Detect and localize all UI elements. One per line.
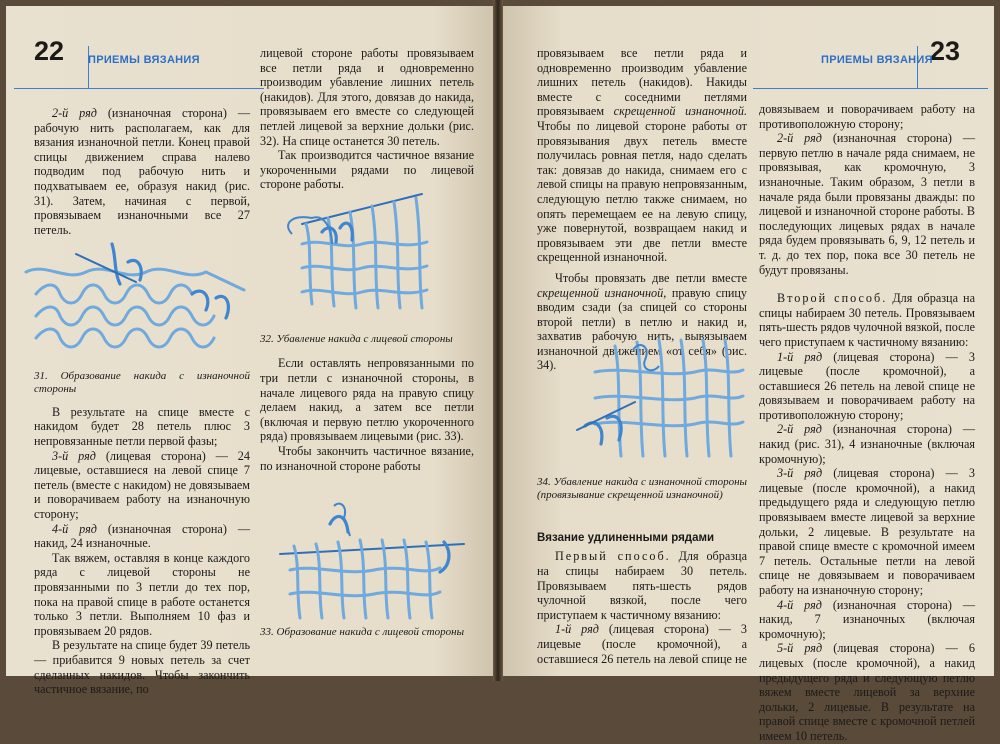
running-head: ПРИЕМЫ ВЯЗАНИЯ: [88, 54, 200, 66]
paragraph: 3-й ряд (лицевая сторона) — 3 лицевые (после кромочной), а накид предыдущего ряда и следующую петлю провязываем вместе лицевой за верхние дольки, 2 лицевые. В результате на правой спице вместе с кромочной имеем 7 петель. Остальные петли на левой спице не довязываем и поворачиваем работу на изнаночную сторону;: [759, 466, 975, 597]
figure-caption: 33. Образование накида с лицевой стороны: [260, 626, 465, 638]
knitting-illustration: [288, 194, 427, 308]
figure-caption: 34. Убавление накида с изнаночной стороны (провязывание скрещенной изнаночной): [537, 476, 747, 502]
book-gutter: [493, 0, 503, 681]
section-title: Вязание удлиненными рядами: [537, 531, 715, 544]
paragraph: лицевой стороне работы провязываем все петли ряда и одновременно производим убавление лишних петель (накидов). Для этого, довязав до накида, провязываем его вместе со следующей петлей лицевой за верхние дольки (рис. 32). На спице останется 30 петель.: [260, 46, 474, 148]
header-rule-vertical: [917, 46, 918, 88]
paragraph: 2-й ряд (изнаночная сторона) — накид (рис. 31), 4 изнаночные (включая кромочную);: [759, 422, 976, 466]
paragraph: В результате на спице вместе с накидом будет 28 петель плюс 3 непровязанные петли первой фазы;: [34, 404, 250, 448]
header-rule: [14, 88, 264, 89]
figure-caption: 31. Образование накида с изнаночной стороны: [34, 370, 250, 396]
header-rule-vertical: [88, 46, 89, 88]
right-column-1-lower: [537, 476, 747, 666]
paragraph: Чтобы провязать две петли вместе скрещенной изнаночной, правую спицу вводим сзади (за спицей со стороны второй петли) в петлю и накид и, захватив рабочую нить, вывязываем изнаночной движением «от себя» (рис. 34).: [537, 270, 747, 373]
paragraph: В результате на спице будет 39 петель — прибавится 9 новых петель за счет сделанных накидов. Чтобы закончить частичное вязание, по: [34, 638, 250, 697]
paragraph: 4-й ряд (изнаночная сторона) — накид, 24 изнаночные.: [34, 521, 251, 551]
right-column-2: [759, 102, 975, 744]
paragraph: 5-й ряд (лицевая сторона) — 6 лицевых (после кромочной), а накид предыдущего ряда и следующую петлю вяжем вместе лицевой за верхние дольки, 2 лицевые. В результате на правой спице вместе с кромочной петлей имеем 10 петель.: [759, 641, 975, 743]
paragraph: Если оставлять непровязанными по три петли с изнаночной стороны, в начале лицевого ряда на правую спицу делаем накид, а затем все петли (включая и первую петлю укороченного ряда) провязываем лицевыми (рис. 33).: [260, 356, 474, 444]
paragraph: Так производится частичное вязание укороченными рядами по лицевой стороне работы.: [260, 148, 474, 192]
left-column-2-lower: [260, 333, 474, 473]
figure-34: [575, 326, 745, 466]
right-column-1: [537, 46, 747, 373]
header-rule: [753, 88, 988, 89]
paragraph: 1-й ряд (лицевая сторона) — 3 лицевые (после кромочной), а оставшиеся 26 петель на левой спице не довязываем и поворачиваем работу на противоположную сторону;: [759, 349, 975, 422]
left-page: [6, 6, 493, 697]
left-column-2-caption: [260, 626, 474, 639]
knitting-illustration: [577, 340, 743, 456]
left-column-2: [260, 46, 474, 192]
right-page: [503, 6, 994, 743]
paragraph: 1-й ряд (лицевая сторона) — 3 лицевые (после кромочной), а оставшиеся 26 петель на левой спице не: [537, 622, 747, 666]
paragraph: 4-й ряд (изнаночная сторона) — накид, 7 изнаночных (включая кромочную);: [759, 597, 976, 641]
paragraph: Чтобы закончить частичное вязание, по изнаночной стороне работы: [260, 443, 474, 473]
page-number: 22: [34, 36, 65, 66]
paragraph: 3-й ряд (лицевая сторона) — 24 лицевые, оставшиеся на левой спице 7 петель (вместе с накидом) не довязываем и поворачиваем работу на изнаночную сторону;: [34, 448, 250, 521]
running-head: ПРИЕМЫ ВЯЗАНИЯ: [821, 54, 933, 66]
paragraph: провязываем все петли ряда и одновременно производим убавление лишних петель (накидов). Накиды вместе с соседними петлями провязываем скрещенной изнаночной. Чтобы по лицевой стороне работы от провязывания двух петель вместе получилась ровная петля, надо сделать так: довязав до накида, снимаем его с левой спицы на правую непровязанным, следующую петлю также снимаем, но опять перемещаем ее на левую спицу, уже повернутой, возвращаем накид и провязываем эти две петли вместе скрещенной изнаночной.: [537, 46, 747, 265]
figure-32: [262, 184, 462, 326]
figure-caption: 32. Убавление накида с лицевой стороны: [260, 333, 453, 345]
page-number: 23: [930, 36, 961, 66]
paragraph: 2-й ряд (изнаночная сторона) — рабочую нить располагаем, как для вязания изнаночной петли. Конец правой спицы движением справа налево подводим под рабочую нить и подхватываем ее, образуя накид (рис. 31). Затем, начиная с первой, провязываем изнаночными все 27 петель.: [34, 106, 251, 237]
figure-33: [264, 496, 470, 626]
left-column-1-lower: [34, 370, 250, 697]
figure-31: [16, 232, 252, 360]
paragraph: 2-й ряд (изнаночная сторона) — первую петлю в начале ряда снимаем, не провязывая, как кромочную, 3 изнаночные. Таким образом, 3 петли в начале ряда были провязаны дважды: по лицевой и изнаночной стороне работы. В последующих лицевых рядах в начале ряда будем провязывать 6, 9, 12 петель и т. д. до тех пор, пока все 30 петель не будут провязаны.: [759, 131, 976, 277]
paragraph: Так вяжем, оставляя в конце каждого ряда с лицевой стороны не провязанными по 3 петли до тех пор, пока на правой спице в работе останется только 3 петли. Выполняем 10 фаз и провязываем 20 рядов.: [34, 550, 250, 638]
paragraph: довязываем и поворачиваем работу на противоположную сторону;: [759, 102, 975, 131]
paragraph: Второй способ. Для образца на спицы набираем 30 петель. Провязываем пять-шесть рядов чулочной вязкой, после чего приступаем к частичному вязанию:: [759, 291, 976, 349]
knitting-illustration: [280, 504, 464, 618]
left-column-1: [34, 106, 250, 237]
paragraph: Первый способ. Для образца на спицы набираем 30 петель. Провязываем пять-шесть рядов чулочной вязкой, после чего приступаем к частичному вязанию:: [537, 549, 747, 622]
knitting-illustration: [26, 244, 244, 347]
